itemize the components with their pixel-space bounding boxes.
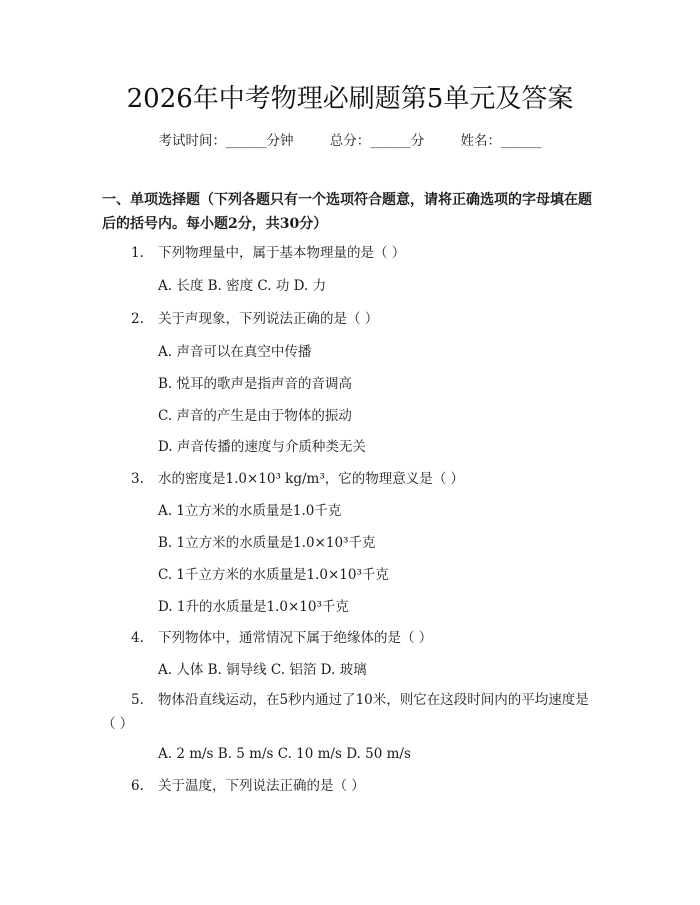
question-options: A. 长度 B. 密度 C. 功 D. 力 xyxy=(158,278,327,294)
question-text: 下列物理量中，属于基本物理量的是（ ） xyxy=(158,245,406,261)
option-item: B. 悦耳的歌声是指声音的音调高 xyxy=(158,376,353,392)
question-number: 6. xyxy=(131,778,144,794)
question-text: 物体沿直线运动，在5秒内通过了10米，则它在这段时间内的平均速度是（ ） xyxy=(102,692,589,732)
question-item xyxy=(131,243,405,263)
question-number: 3. xyxy=(131,471,144,487)
question-options: A. 人体 B. 铜导线 C. 铝箔 D. 玻璃 xyxy=(158,662,367,678)
question-item xyxy=(131,469,464,489)
question-number: 5. xyxy=(131,692,144,708)
question-item xyxy=(131,628,432,648)
question-text: 水的密度是1.0×10³ kg/m³，它的物理意义是（ ） xyxy=(158,471,465,487)
option-item: C. 声音的产生是由于物体的振动 xyxy=(158,408,352,424)
question-text: 关于温度，下列说法正确的是（ ） xyxy=(158,778,365,794)
page-title: 2026年中考物理必刷题第5单元及答案 xyxy=(126,84,574,114)
exam-time-label: 考试时间：______分钟 xyxy=(158,133,294,149)
option-item: A. 声音可以在真空中传播 xyxy=(158,344,312,360)
option-item: A. 1立方米的水质量是1.0千克 xyxy=(158,503,342,519)
question-number: 1. xyxy=(131,245,144,261)
student-name-label: 姓名：______ xyxy=(460,133,542,149)
question-item xyxy=(131,776,365,796)
exam-info-row xyxy=(0,131,700,151)
question-options: A. 2 m/s B. 5 m/s C. 10 m/s D. 50 m/s xyxy=(158,746,411,762)
option-item: D. 1升的水质量是1.0×10³千克 xyxy=(158,599,349,615)
total-score-label: 总分：______分 xyxy=(329,133,425,149)
option-item: C. 1千立方米的水质量是1.0×10³千克 xyxy=(158,567,389,583)
question-text: 下列物体中，通常情况下属于绝缘体的是（ ） xyxy=(158,630,433,646)
section-heading: 一、单项选择题（下列各题只有一个选项符合题意，请将正确选项的字母填在题后的括号内。每小题2分，共30分） xyxy=(102,192,592,232)
question-item xyxy=(131,309,378,329)
question-text: 关于声现象，下列说法正确的是（ ） xyxy=(158,311,379,327)
option-item: B. 1立方米的水质量是1.0×10³千克 xyxy=(158,535,376,551)
question-number: 2. xyxy=(131,311,144,327)
option-item: D. 声音传播的速度与介质种类无关 xyxy=(158,439,366,455)
question-item xyxy=(102,688,602,736)
question-number: 4. xyxy=(131,630,144,646)
